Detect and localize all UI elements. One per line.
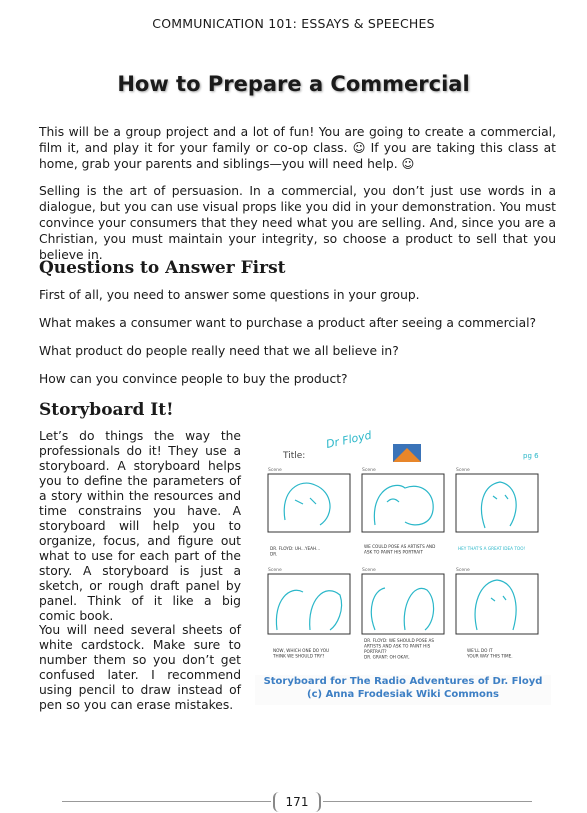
storyboard-image (255, 430, 551, 675)
scene-label: Scene (456, 568, 470, 573)
storyboard-figure (255, 430, 551, 705)
panel-caption: WE'LL DO IT YOUR WAY THIS TIME. (467, 648, 513, 659)
storyboard-panel (362, 574, 444, 634)
board-title-label: Title: (283, 451, 306, 461)
questions-paragraph-2: What makes a consumer want to purchase a product after seeing a commercial? (39, 316, 537, 330)
storyboard-panel (456, 574, 538, 634)
storyboard-paragraph-1: Let’s do things the way the professionals do it! They use a storyboard. A storyboard helps you to define the parameters of a story within the resources and time constrains you have. A storyboard will help you to organize, focus, and figure out what to use for each part of the story. A storyboard is just a sketch, or rough draft panel by panel. Think of it like a big comic book. (39, 429, 241, 623)
footer-rule-left (62, 801, 271, 802)
figure-caption: Storyboard for The Radio Adventures of Dr. Floyd (c) Anna Frodesiak Wiki Commons (263, 676, 543, 700)
scene-label: Scene (268, 468, 282, 473)
scene-label: Scene (362, 468, 376, 473)
panel-caption: DR. FLOYD: UH...YEAH... DR. (270, 546, 321, 557)
footer-rule-right (323, 801, 532, 802)
section-heading-storyboard: Storyboard It! (39, 400, 174, 420)
scene-label: Scene (456, 468, 470, 473)
storyboard-panel (268, 574, 350, 634)
scene-label: Scene (268, 568, 282, 573)
questions-paragraph-3: What product do people really need that we all believe in? (39, 344, 399, 358)
page-label: pg 6 (523, 452, 539, 460)
running-header: COMMUNICATION 101: ESSAYS & SPEECHES (152, 16, 435, 31)
panel-caption: DR. FLOYD: WE SHOULD POSE AS ARTISTS AND ASK TO PAINT HIS PORTRAIT? DR. GRANT: OH OKAY, (364, 638, 434, 660)
questions-paragraph-4: How can you convince people to buy the product? (39, 372, 348, 386)
storyboard-paragraph-2: You will need several sheets of white cardstock. Make sure to number them so you don’t get confused later. I recommend using pencil to draw instead of pen so you can erase mistakes. (39, 623, 241, 712)
panel-caption: NOW, WHICH ONE DO YOU THINK WE SHOULD TRY? (273, 648, 330, 659)
page-number: 171 (273, 792, 321, 812)
handwritten-title: Dr Floyd (324, 430, 373, 451)
intro-paragraph-1: This will be a group project and a lot of fun! You are going to create a commercial, film it, and play it for your family or co-op class. ☺ If you are taking this class at home, grab your parents and siblings—you will need help. ☺ (39, 125, 556, 171)
questions-paragraph-1: First of all, you need to answer some questions in your group. (39, 288, 420, 302)
section-heading-questions: Questions to Answer First (39, 258, 286, 278)
panel-caption: WE COULD POSE AS ARTISTS AND ASK TO PAINT HIS PORTRAIT (364, 544, 436, 555)
scene-label: Scene (362, 568, 376, 573)
page-title: How to Prepare a Commercial (117, 72, 470, 96)
intro-paragraph-2: Selling is the art of persuasion. In a commercial, you don’t just use words in a dialogue, but you can use visual props like you did in your demonstration. You must convince your consumers that they need what you are selling. And, since you are a Christian, you must maintain your integrity, so choose a product to sell that you believe in. (39, 184, 556, 262)
panel-caption: HEY THAT'S A GREAT IDEA TOO! (458, 546, 526, 551)
